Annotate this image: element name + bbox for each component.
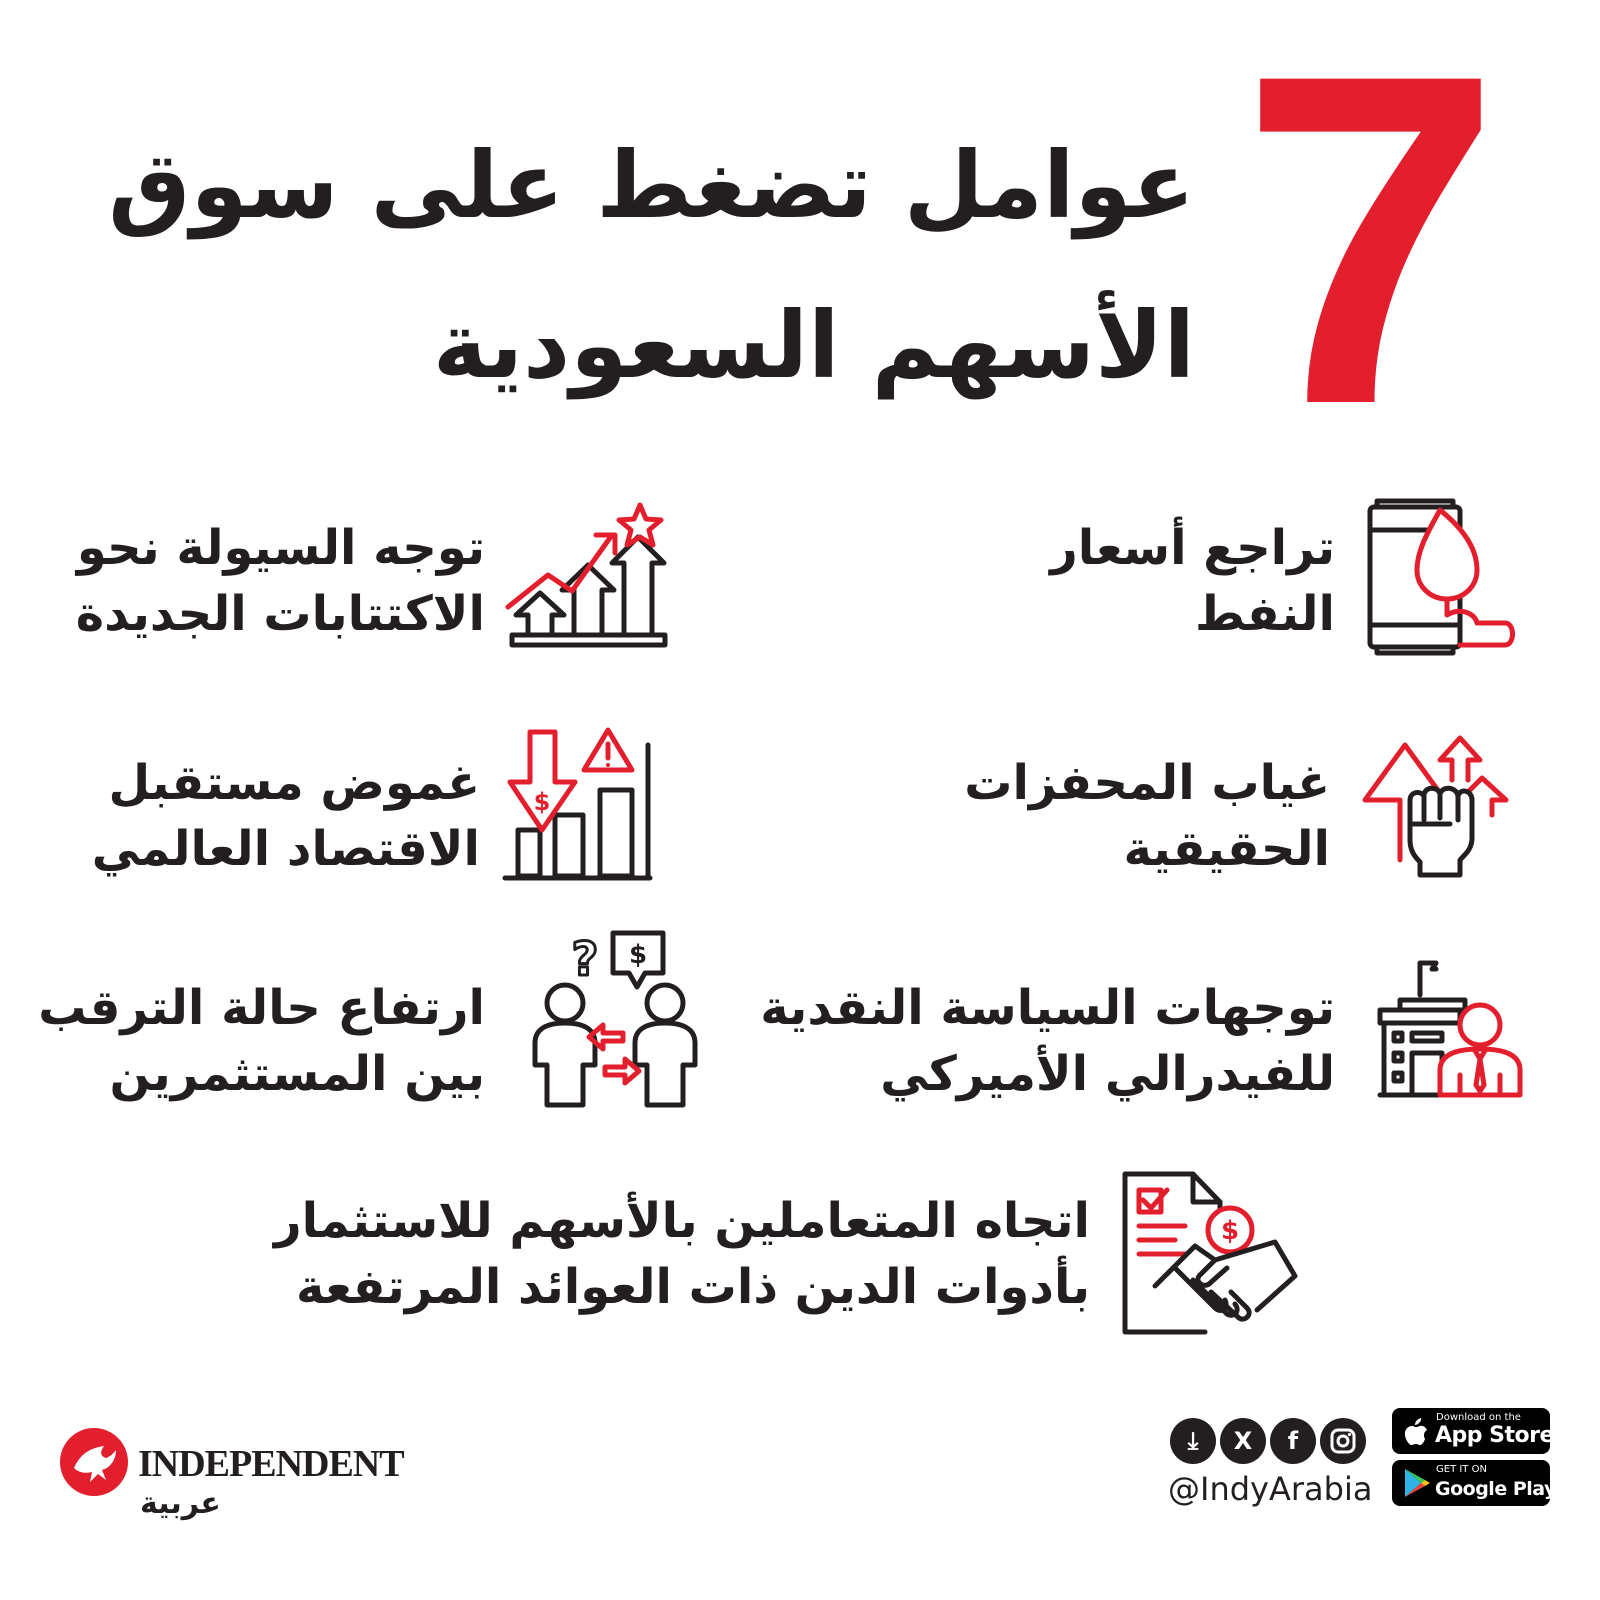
x-icon[interactable]: X <box>1220 1418 1266 1464</box>
factor-oil-prices <box>1040 495 1520 665</box>
google-play-small: GET IT ON <box>1436 1464 1487 1475</box>
download-icon[interactable]: ⤓ <box>1170 1418 1216 1464</box>
app-store-small: Download on the <box>1436 1412 1521 1423</box>
svg-text:$: $ <box>1220 1216 1240 1246</box>
headline-number: 7 <box>1240 0 1502 502</box>
falling-dollar-warning-chart-icon <box>500 720 655 885</box>
social-links <box>1170 1418 1370 1466</box>
google-play-large: Google Play <box>1435 1478 1556 1500</box>
headline-line-2: الأسهم السعودية <box>432 292 1195 399</box>
independent-arabia-logo <box>60 1428 440 1528</box>
eagle-logo-icon <box>60 1428 128 1496</box>
federal-building-official-icon <box>1370 955 1525 1120</box>
google-play-icon <box>1401 1466 1431 1500</box>
factor-liquidity-ipos <box>55 495 695 665</box>
social-handle[interactable]: @IndyArabia <box>1168 1470 1373 1508</box>
facebook-icon[interactable]: f <box>1270 1418 1316 1464</box>
app-store-badge[interactable] <box>1392 1408 1554 1454</box>
factor-text: توجه السيولة نحو الاكتتابات الجديدة <box>75 520 485 642</box>
oil-barrel-drop-icon <box>1365 495 1525 660</box>
fist-with-up-arrows-icon <box>1360 720 1520 885</box>
investors-question-dollar-icon <box>525 925 705 1115</box>
factor-investor-caution <box>38 925 710 1115</box>
factor-global-uncertainty <box>91 720 655 890</box>
document-handshake-dollar-icon <box>1115 1168 1300 1338</box>
rising-arrows-chart-star-icon <box>500 495 680 660</box>
svg-text:$: $ <box>533 788 551 816</box>
factor-real-catalysts <box>964 720 1520 890</box>
factor-text: اتجاه المتعاملين بالأسهم للاستثمار بأدوات الدين ذات العوائد المرتفعة <box>273 1193 1090 1315</box>
factor-debt-instruments <box>273 1168 1300 1338</box>
brand-name: INDEPENDENT <box>138 1443 404 1485</box>
factor-text: غموض مستقبل الاقتصاد العالمي <box>91 755 480 877</box>
app-store-large: App Store <box>1435 1423 1554 1448</box>
apple-icon <box>1401 1414 1431 1448</box>
headline-line-1: عوامل تضغط على سوق <box>108 132 1195 239</box>
svg-text:?: ? <box>571 932 599 986</box>
factor-text: غياب المحفزات الحقيقية <box>964 755 1330 877</box>
factor-text: ارتفاع حالة الترقب بين المستثمرين <box>38 980 485 1102</box>
factor-text: تراجع أسعار النفط <box>1050 520 1335 642</box>
svg-text:$: $ <box>628 940 648 970</box>
brand-sub: عربية <box>140 1486 221 1521</box>
instagram-icon[interactable] <box>1320 1418 1366 1464</box>
factor-text: توجهات السياسة النقدية للفيدرالي الأميركي <box>760 980 1335 1102</box>
factor-fed-policy <box>760 955 1520 1125</box>
google-play-badge[interactable] <box>1392 1460 1556 1506</box>
